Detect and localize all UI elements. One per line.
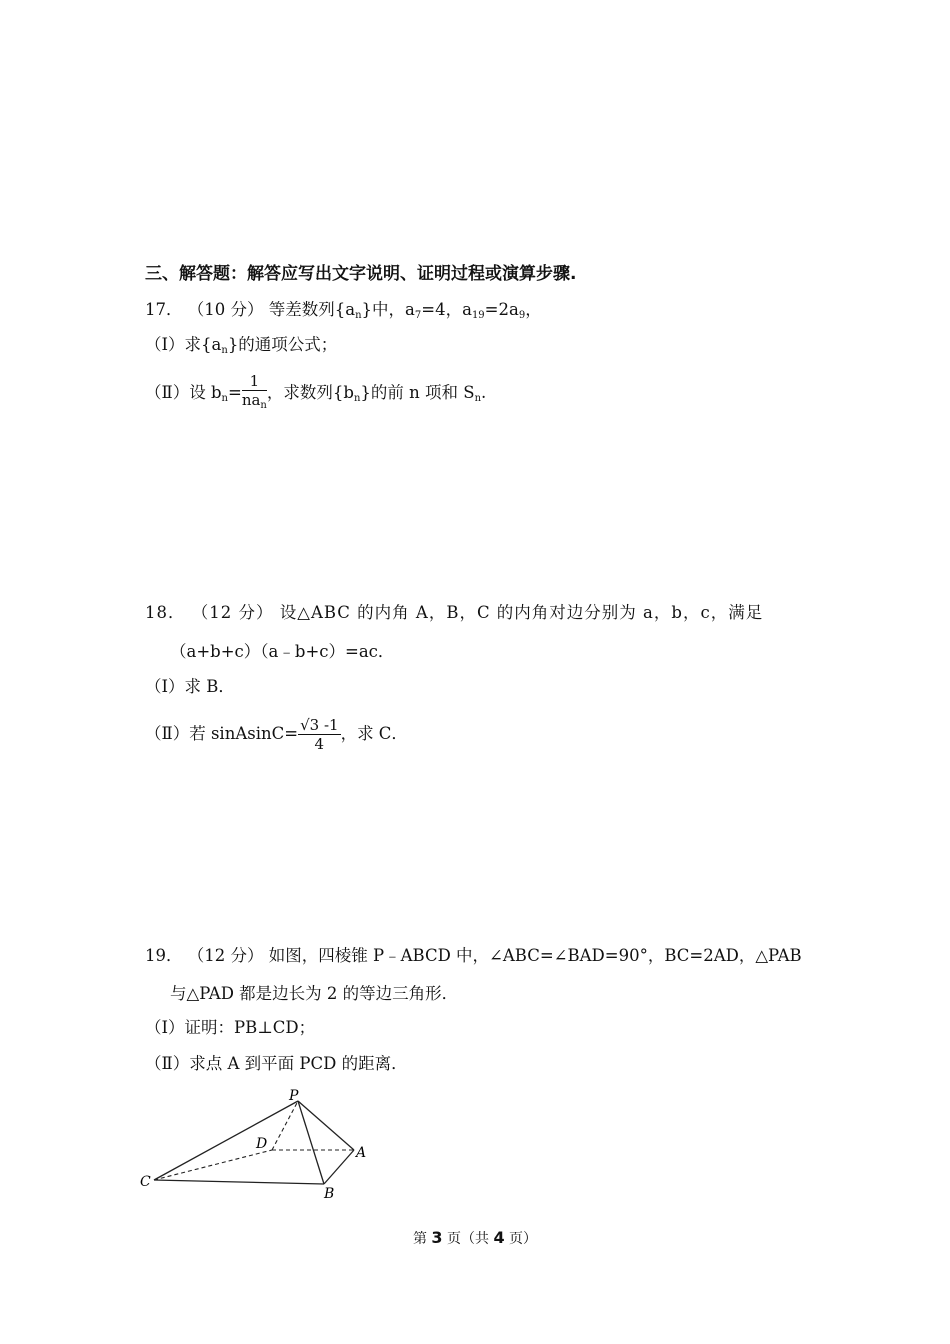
page-total: 4 (493, 1228, 505, 1247)
q19-score: （12 分） (187, 946, 264, 965)
edge-BA (324, 1150, 354, 1184)
q19-stem2: 与△PAD 都是边长为 2 的等边三角形． (170, 984, 459, 1003)
edge-PC (154, 1101, 298, 1180)
q17-number: 17． (145, 300, 183, 319)
q17-part2: （Ⅱ）设 $b_n=$ $\frac{1}{na_n}$ ，求数列$\{b_n\}$的前 n 项和 $S_n$. (145, 372, 486, 415)
q19-stem: 19． （12 分） 如图，四棱锥 P﹣ABCD 中，∠ABC=∠BAD=90°，BC=2AD，△PAB (145, 946, 802, 965)
label-B: B (324, 1186, 335, 1202)
q17-stem: 17． （10 分） 等差数列$\{a_n\}$中，$a_7=4$，$a_{19}=2a_9$， (145, 300, 542, 321)
page-footer: 第 3 页（共 4 页） (412, 1228, 538, 1247)
q17-part1: （Ⅰ）求$\{a_n\}$的通项公式； (145, 335, 338, 356)
q17-score: （10 分） (187, 300, 264, 319)
q18-number: 18． (145, 603, 186, 622)
label-A: A (356, 1145, 367, 1161)
q18-part2: （Ⅱ）若 sinAsinC= $\frac{√3 -1}{4}$ ，求 C． (145, 716, 408, 753)
q19-part1: （Ⅰ）证明：PB⊥CD； (145, 1018, 316, 1037)
edge-CB (154, 1180, 324, 1184)
edge-CD (154, 1150, 272, 1180)
q17-fraction: $\frac{1}{na_n}$ (241, 372, 267, 411)
q18-part1: （Ⅰ）求 B． (145, 677, 235, 696)
q19-number: 19． (145, 946, 183, 965)
q18-score: （12 分） (191, 603, 274, 622)
edge-PA (298, 1101, 354, 1150)
q19-part2: （Ⅱ）求点 A 到平面 PCD 的距离． (145, 1054, 408, 1073)
q18-stem: 18． （12 分） 设△ABC 的内角 A，B，C 的内角对边分别为 a，b，c，满足 (145, 603, 764, 622)
page-number: 3 (431, 1228, 443, 1247)
section-heading: 三、解答题：解答应写出文字说明、证明过程或演算步骤. (145, 264, 577, 284)
pyramid-figure (138, 1082, 378, 1206)
edge-PB (298, 1101, 324, 1184)
label-P: P (289, 1088, 299, 1104)
label-D: D (256, 1136, 268, 1152)
label-C: C (140, 1174, 151, 1190)
q18-stem2: （a+b+c）（a﹣b+c）=ac． (170, 642, 395, 661)
q18-fraction: $\frac{√3 -1}{4}$ (300, 716, 339, 753)
